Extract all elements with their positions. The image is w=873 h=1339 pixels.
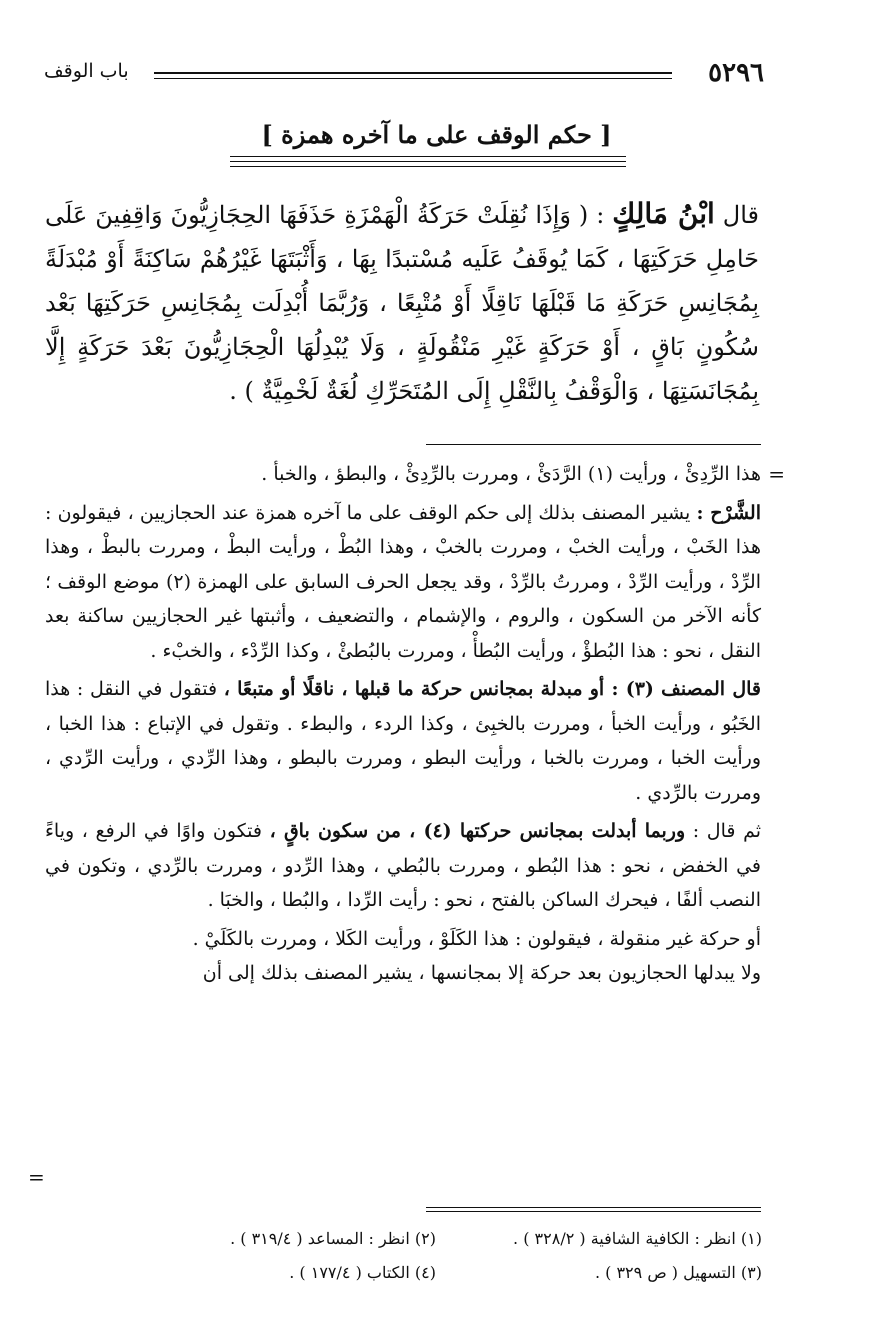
paragraph-5-text: أو حركة غير منقولة ، فيقولون : هذا الكَلَوْ ، ورأيت الكَلا ، ومررت بالكَلَيْ . xyxy=(192,927,761,950)
paragraph-4 xyxy=(45,814,761,918)
matn-author: ابْنُ مَالِكٍ xyxy=(612,197,715,230)
matn-quote xyxy=(45,192,759,413)
header-rule xyxy=(154,72,672,74)
footnote-row-2 xyxy=(110,1256,762,1290)
paragraph-1-text: هذا الرِّدِئْ ، ورأيت (١) الرَّدَئْ ، ومررت بالرِّدِئْ ، والبطؤ ، والخبأ . xyxy=(261,463,761,485)
page-header xyxy=(44,58,764,92)
footnote-2: (٢) انظر : المساعد ( ٣١٩/٤ ) . xyxy=(230,1229,436,1248)
footnote-1: (١) انظر : الكافية الشافية ( ٣٢٨/٢ ) . xyxy=(513,1229,762,1248)
footnote-row-1 xyxy=(110,1222,762,1256)
page-number: ٥٢٩٦ xyxy=(708,58,764,88)
paragraph-2 xyxy=(45,496,761,669)
section-title: [ حكم الوقف على ما آخره همزة ] xyxy=(261,120,612,149)
paragraph-3-lead: قال المصنف (٣) : أو مبدلة بمجانس حركة ما قبلها ، ناقلًا أو متبعًا ، xyxy=(223,678,761,700)
title-underline xyxy=(230,156,626,171)
paragraph-1 xyxy=(45,457,761,492)
footnote-4: (٤) الكتاب ( ١٧٧/٤ ) . xyxy=(289,1263,436,1282)
paragraph-3-text: فتقول في النقل : هذا الخَبُو ، ورأيت الخبأ ، ومررت بالخبِئ ، وكذا الردء ، والبطء . وتقول في الإتباع : هذا الخبا ، ورأيت الخبا ، ومررت بالخبا ، ورأيت البطو ، ومررت بالبطو ، وهذا الرِّدي ، ورأيت الرِّدي ، ومررت بالرِّدي . xyxy=(45,678,761,804)
paragraph-5 xyxy=(45,922,761,957)
continuation-mark-top: = xyxy=(768,462,785,486)
paragraph-3 xyxy=(45,672,761,810)
paragraph-4-text: فتكون واوًا في الرفع ، وياءً في الخفض ، نحو : هذا البُطو ، ومررت بالبُطي ، وهذا الرِّدو ، ومررت بالرِّدي ، وتكون في النصب ألفًا ، فيحرك الساكن بالفتح ، نحو : رأيت الرِّدا ، والبُطا ، والخبَا . xyxy=(45,820,761,911)
paragraph-4-intro: ثم قال : xyxy=(692,820,762,842)
header-rule-thin xyxy=(154,78,672,79)
matn-text: : ( وَإِذَا نُقِلَتْ حَرَكَةُ الْهَمْزَةِ حَذَفَهَا الحِجَازِيُّونَ وَاقِفِينَ عَلَى حَامِلِ حَرَكَتِهَا ، كَمَا يُوقَفُ عَلَيه مُسْتبدًا بِهَا ، وَأَثْبَتَهَا غَيْرُهُمْ سَاكِنَةً أَوْ مُبْدَلَةً بِمُجَانِسِ حَرَكَةِ مَا قَبْلَهَا نَاقِلًا أَوْ مُتْبِعًا ، وَرُبَّمَا أُبْدِلَت بِمُجَانِسِ حَرَكَتِهَا بَعْد سُكُونٍ بَاقٍ ، أَوْ حَرَكَةٍ غَيْرِ مَنْقُولَةٍ ، وَلَا يُبْدِلُهَا الْحِجَازِيُّونَ بَعْدَ حَرَكَةٍ إِلَّا بِمُجَانَسَتِهَا ، وَالْوَقْفُ بِالنَّقْلِ إِلَى المُتَحَرِّكِ لُغَةٌ لَخْمِيَّةٌ ) . xyxy=(45,201,759,405)
footnote-3: (٣) التسهيل ( ص ٣٢٩ ) . xyxy=(594,1263,762,1282)
paragraph-4-lead: وربما أبدلت بمجانس حركتها (٤) ، من سكون باقٍ ، xyxy=(269,820,686,842)
chapter-title: باب الوقف xyxy=(44,60,129,82)
footnotes xyxy=(110,1222,762,1290)
paragraph-2-text: يشير المصنف بذلك إلى حكم الوقف على ما آخره همزة عند الحجازيين ، فيقولون : هذا الخَبْ ، ورأيت الخبْ ، ومررت بالخبْ ، وهذا البُطْ ، ورأيت البطْ ، ومررت بالبطْ ، وهذا الرِّدْ ، ورأيت الرِّدْ ، ومررتُ بالرِّدْ ، وقد يجعل الحرف السابق على الهمزة (٢) موضع الوقف ؛ كأنه الآخر من السكون ، والروم ، والإشمام ، والتضعيف ، وأثبتها غير الحجازيين ساكنة بعد النقل ، نحو : هذا البُطؤْ ، ورأيت البُطأْ ، ومررت بالبُطئْ ، وكذا الرِّدْء ، والخبْء . xyxy=(45,501,761,662)
section-title-box xyxy=(0,120,873,149)
commentary-body xyxy=(45,457,761,991)
paragraph-6 xyxy=(45,956,761,991)
sharh-label: الشَّرْح : xyxy=(696,501,761,524)
footnote-separator xyxy=(426,1207,761,1215)
matn-intro: قال xyxy=(722,201,759,229)
matn-separator xyxy=(426,444,761,445)
continuation-mark-bottom: = xyxy=(28,1165,45,1189)
paragraph-6-text: ولا يبدلها الحجازيون بعد حركة إلا بمجانسها ، يشير المصنف بذلك إلى أن xyxy=(202,962,761,984)
